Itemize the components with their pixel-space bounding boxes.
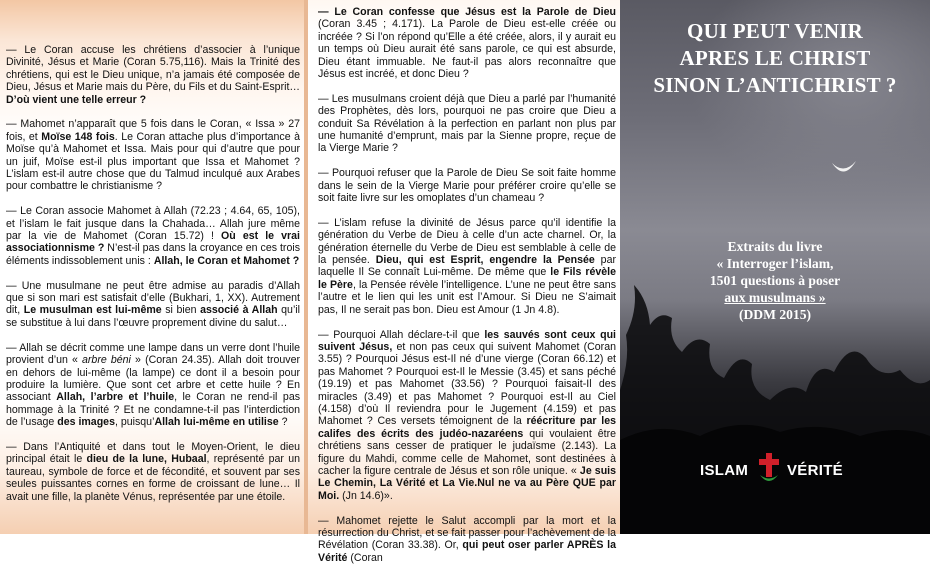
- text-run: et non pas ceux qui suivent Mahomet (Coran 3.55) ? Pourquoi Jésus est-Il né d’une vierge (Coran 66.12) et pas Mahomet ? Pourquoi est-Il le Messie (3.45) et sans péché (19.19) et pas Mahomet (33.56) ? Pourquoi faisait-Il des miracles (3.49) et pas Mahomet ? Pourquoi est-Il au Ciel (4.158) d’où Il reviendra pour le Jugement (4.159) et pas Mahomet ? Ces versets témoignent de la: [318, 340, 616, 428]
- excerpt-line: (DDM 2015): [738, 307, 812, 322]
- cover-title-line: QUI PEUT VENIR: [687, 19, 863, 43]
- bold-text: — Le Coran confesse que Jésus est la Parole de Dieu: [318, 6, 616, 18]
- text-run: (Jn 14.6)».: [339, 489, 393, 502]
- text-run: — Pourquoi refuser que la Parole de Dieu Se soit faite homme dans le sein de la Vierge Marie pour préférer croire qu’elle se soit faite livre sur les omoplates d’un chameau ?: [318, 167, 616, 205]
- brand-logo: [620, 459, 930, 485]
- middle-panel: [308, 0, 620, 564]
- text-run: , puisqu’: [114, 416, 155, 429]
- bold-text: qui peut oser parler APRÈS la Vérité: [318, 539, 616, 564]
- excerpt-line: 1501 questions à poser: [709, 273, 841, 288]
- bold-text: associé à Allah: [200, 304, 278, 317]
- text-run: , représenté par un taureau, symbole de force et de fécondité, et souvent par ses seules puissantes cornes en forme de croissant de lune… Il avait une fille, la planète Vénus, représentée par une étoile.: [6, 453, 300, 503]
- crescent-moon-icon: [830, 155, 858, 179]
- text-run: qu’il se substitue à lui dans l’œuvre proprement divine du salut…: [6, 304, 301, 329]
- left-text-column: [6, 44, 300, 515]
- text-run: — Le Coran accuse les chrétiens d’associer à l’unique Divinité, Jésus et Marie (Coran 5.75,116). Mais la Trinité des chrétiens, qui est le Dieu unique, n’a jamais été composée de Dieu, Jésus et Marie mais du Père, du Fils et du Saint-Esprit…: [6, 44, 300, 94]
- bold-text: Allah, l’arbre et l’huile: [56, 391, 175, 404]
- bold-text: Je suis Le Chemin, La Vérité et La Vie.Nul ne va au Père QUE par Moi.: [318, 464, 616, 502]
- text-run: — Pourquoi Allah déclare-t-il que: [318, 328, 485, 341]
- bold-text: Où est le vrai associationnisme ?: [6, 230, 300, 255]
- text-run: (Coran 3.45 ; 4.171). La Parole de Dieu est-elle créée ou incréée ? Si l’on répond qu’Elle a été créée, alors, il y aurait eu un temps où Dieu aurait été sans parole, ce qui est absurde, Dieu étant immuable. Ne faut-il pas alors reconnaître que Jésus est incréé, et donc Dieu ?: [318, 18, 616, 81]
- bold-text: des images: [57, 416, 115, 429]
- paragraph: [6, 342, 300, 429]
- paragraph: [318, 217, 616, 316]
- middle-text-column: [318, 6, 616, 577]
- paragraph: [318, 329, 616, 503]
- text-run: par laquelle Il Se connaît Lui-même. De même que: [318, 254, 616, 279]
- text-run: — Une musulmane ne peut être admise au paradis d’Allah que si son mari est satisfait d’elle (Bukhari, 1, XX). Autrement dit,: [6, 279, 300, 317]
- cover-title: [620, 18, 930, 99]
- paragraph: [6, 44, 300, 106]
- text-run: qui voulaient être chrétiens sans cesser de pratiquer le judaïsme (2.143). La figure du Mahdi, comme celle de Mahomet, sont destinées à cacher la figure centrale de Jésus et son rôle unique. «: [318, 427, 616, 477]
- cover-title-line: SINON L’ANTICHRIST ?: [653, 73, 897, 97]
- paragraph: [318, 93, 616, 155]
- text-run: , le Coran ne rend-il pas hommage à la Trinité ? Et ne condamne-t-il pas l’interdiction de l’usage: [6, 391, 301, 429]
- italic-text: arbre béni: [82, 354, 131, 367]
- bold-text: D’où vient une telle erreur ?: [6, 93, 147, 106]
- paragraph: [318, 167, 616, 204]
- excerpt-line: « Interroger l’islam,: [716, 256, 834, 271]
- bold-text: Dieu, qui est Esprit, engendre la Pensée: [375, 254, 595, 267]
- bold-text: le Fils révèle le Père: [318, 266, 616, 291]
- text-run: — Les musulmans croient déjà que Dieu a parlé par l’humanité des Prophètes, dès lors, pourquoi ne pas croire que Dieu a conduit Sa Révélation à la perfection en parlant non plus par une humanité d’emprunt, mais par la Sienne propre, reçue de la Vierge Marie ?: [318, 92, 616, 155]
- bold-text: Allah, le Coran et Mahomet ?: [153, 254, 300, 267]
- text-run: — Le Coran associe Mahomet à Allah (72.23 ; 4.64, 65, 105), et l’islam le fait jusque dans la Chahada… Allah jure même par la vie de Mahomet (Coran 15.72) !: [6, 205, 300, 243]
- paragraph: [6, 205, 300, 267]
- bold-text: Le musulman est lui-même: [23, 304, 162, 317]
- text-run: ?: [278, 416, 288, 429]
- paragraph: [6, 441, 300, 503]
- bold-text: réécriture par les califes des écrits des judéo-nazaréens: [318, 415, 616, 440]
- paragraph: [6, 118, 300, 192]
- bold-text: les sauvés sont ceux qui suivent Jésus,: [318, 328, 616, 353]
- brand-word-islam: ISLAM: [700, 462, 749, 479]
- bold-text: Moïse 148 fois: [41, 130, 115, 143]
- text-run: — Mahomet rejette le Salut accompli par la mort et la résurrection du Christ, et se fait passer pour l’achèvement de la Révélation (Coran 33.38). Or,: [318, 514, 616, 552]
- paragraph: [318, 6, 616, 80]
- text-run: — L’islam refuse la divinité de Jésus parce qu’il identifie la génération du Verbe de Dieu à celle d’un acte charnel. Or, la génération éternelle du Verbe de Dieu est semblable à celle de la pensée.: [318, 216, 616, 267]
- paragraph: [318, 515, 616, 565]
- text-run: N’est-il pas dans la croyance en ces trois éléments indissoblement unis :: [6, 242, 300, 267]
- text-run: (Coran: [347, 551, 383, 564]
- book-excerpt-note: [620, 238, 930, 323]
- text-run: . Le Coran attache plus d’importance à Moïse qu’à Mahomet et Issa. Mais pour qui d’autre que pour un juif, Moïse est-il plus important que Issa et Mahomet ? L’islam est-il autre chose que du Talmud inculqué aux Arabes pour combattre le christianisme ?: [6, 130, 301, 193]
- brand-word-verite: VÉRITÉ: [787, 462, 843, 479]
- text-run: — Dans l’Antiquité et dans tout le Moyen-Orient, le dieu principal était le: [6, 440, 300, 466]
- paragraph: [6, 280, 300, 330]
- text-run: » (Coran 24.35). Allah doit trouver en dehors de lui-même (la lampe) ce dont il a besoin pour produire la lumière. Que sont cet arbre et cette huile ? En associant: [6, 354, 301, 404]
- bold-text: Allah lui-même en utilise: [154, 416, 279, 429]
- text-run: , la Pensée révèle l’intelligence. L’une ne peut être sans l’autre et le lien qui les unit est l’Amour. Si Dieu ne S’aimait pas, Il ne serait pas bon. Dieu est Amour (1 Jn 4.8).: [318, 278, 616, 316]
- text-run: — Allah se décrit comme une lampe dans un verre dont l’huile provient d’un «: [6, 341, 300, 367]
- text-run: si bien: [161, 304, 201, 317]
- cover-title-line: APRES LE CHRIST: [679, 46, 871, 70]
- bold-text: dieu de la lune, Hubaal: [86, 453, 207, 466]
- cover-panel: [620, 0, 930, 534]
- text-run: — Mahomet n’apparaît que 5 fois dans le Coran, « Issa » 27 fois, et: [6, 118, 300, 143]
- excerpt-line: Extraits du livre: [727, 239, 823, 254]
- left-panel: [0, 0, 308, 534]
- cross-crescent-icon: [756, 451, 782, 487]
- excerpt-line: aux musulmans »: [724, 290, 826, 305]
